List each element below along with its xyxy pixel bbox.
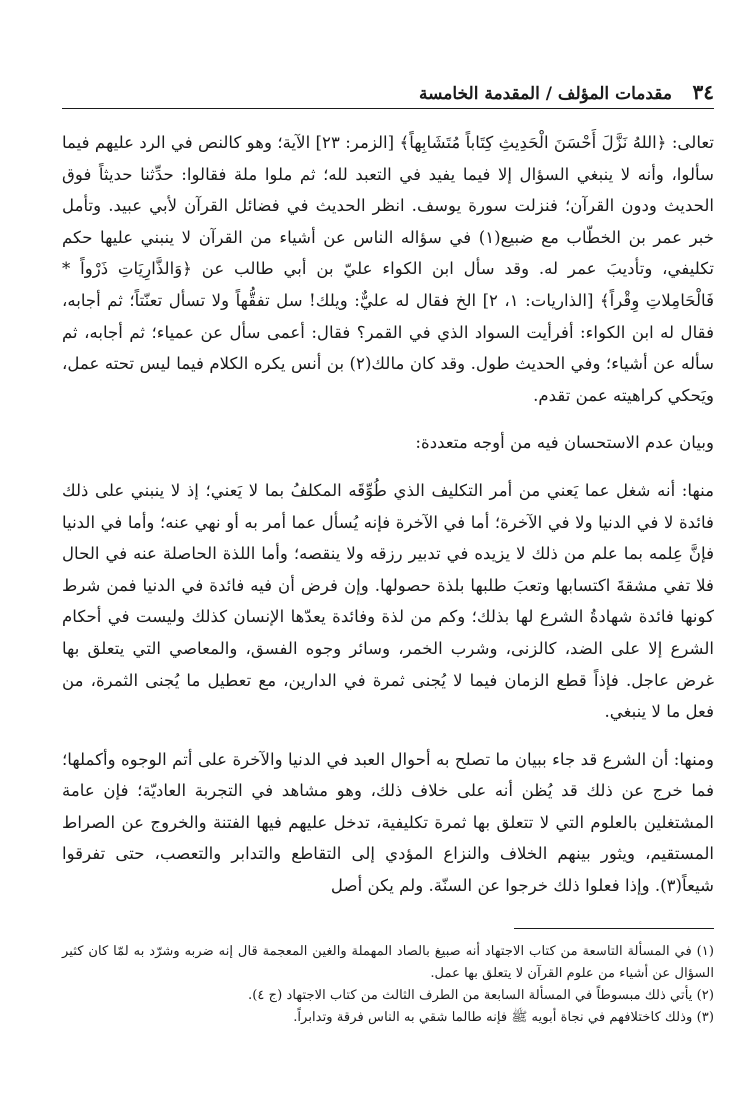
book-page xyxy=(62,78,714,1029)
paragraph-4: ومنها: أن الشرع قد جاء ببيان ما تصلح به أحوال العبد في الدنيا والآخرة على أتم الوجوه وأكملها؛ فما خرج عن ذلك قد يُظن أنه على خلاف ذلك، وهو مشاهد في التجربة العاديّة؛ فإن عامة المشتغلين بالعلوم التي لا تتعلق بها ثمرة تكليفية، تدخل عليهم فيها الفتنة والخروج عن الصراط المستقيم، ويثور بينهم الخلاف والنزاع المؤدي إلى التقاطع والتدابر والتعصب، حتى تفرقوا شيعاً(٣). وإذا فعلوا ذلك خرجوا عن السنّة. ولم يكن أصل xyxy=(62,749,714,896)
footnote-1: (١) في المسألة التاسعة من كتاب الاجتهاد أنه صبيغ بالصاد المهملة والغين المعجمة قال إنه ضربه وشرّد به لمّا كان كثير السؤال عن أشياء من علوم القرآن لا يتعلق بها عمل. xyxy=(62,943,714,981)
paragraph-2: وبيان عدم الاستحسان فيه من أوجه متعددة: xyxy=(415,433,714,453)
footnotes-divider xyxy=(514,928,714,929)
page-number: ٣٤ xyxy=(692,80,714,104)
footnote-2: (٢) يأتي ذلك مبسوطاً في المسألة السابعة من الطرف الثالث من كتاب الاجتهاد (ج ٤). xyxy=(248,987,714,1003)
running-title: مقدمات المؤلف / المقدمة الخامسة xyxy=(418,84,672,104)
page-header xyxy=(62,78,714,109)
footnote-3: (٣) وذلك كاختلافهم في نجاة أبويه ﷺ فإنه طالما شقي به الناس فرقة وتدابراً. xyxy=(293,1009,714,1025)
main-text xyxy=(62,127,714,902)
paragraph-1: تعالى: ﴿اللهُ نَزَّلَ أَحْسَنَ الْحَدِيثِ كِتَاباً مُتَشَابِهاً﴾ [الزمر: ٢٣] الآية؛ وهو كالنص في الرد عليهم فيما سألوا، وأنه لا ينبغي السؤال إلا فيما يفيد في التعبد لله؛ ثم ملوا ملة فقالوا: حدِّثنا حديثاً فوق الحديث ودون القرآن؛ فنزلت سورة يوسف. انظر الحديث في فضائل القرآن لأبي عبيد. وتأمل خبر عمر بن الخطّاب مع ضبيع(١) في سؤاله الناس عن أشياء من القرآن لا ينبني عليها حكم تكليفي، وتأديبَ عمر له. وقد سأل ابن الكواء عليّ بن أبي طالب عن ﴿وَالذَّارِيَاتِ ذَرْواً * فَالْحَامِلاتِ وِقْراً﴾ [الذاريات: ١، ٢] الخ فقال له عليٌّ: ويلك! سل تفقُّهاً ولا تسأل تعنّتاً؛ ثم أجابه، فقال له ابن الكواء: أفرأيت السواد الذي في القمر؟ فقال: أعمى سأل عن عمياء؛ ثم أجابه، ثم سأله عن أشياء؛ وفي الحديث طول. وقد كان مالك(٢) بن أنس يكره الكلام فيما ليس تحته عمل، ويَحكي كراهيته عمن تقدم. xyxy=(62,133,715,405)
paragraph-3: منها: أنه شغل عما يَعني من أمر التكليف الذي طُوِّقَه المكلفُ بما لا يَعني؛ إذ لا ينبني على ذلك فائدة لا في الدنيا ولا في الآخرة؛ أما في الآخرة فإنه يُسأل عما أمر به أو نهي عنه؛ وأما في الدنيا فإنَّ عِلمه بما علم من ذلك لا يزيده في تدبير رزقه ولا ينقصه؛ وأما اللذة الحاصلة عنه في الحال فلا تفي مشقةَ اكتسابها وتعبَ طلبها بلذة حصولها. وإن فرض أن فيه فائدة في الدنيا فمن شرط كونها فائدة شهادةُ الشرع لها بذلك؛ وكم من لذة وفائدة يعدّها الإنسان كذلك وليست في أحكام الشرع إلا على الضد، كالزنى، وشرب الخمر، وسائر وجوه الفسق، والمعاصي التي يتعلق بها غرض عاجل. فإذاً قطع الزمان فيما لا يُجنى ثمرة في الدارين، مع تعطيل ما يُجنى الثمرة، من فعل ما لا ينبغي. xyxy=(62,480,714,722)
footnotes xyxy=(62,941,714,1029)
